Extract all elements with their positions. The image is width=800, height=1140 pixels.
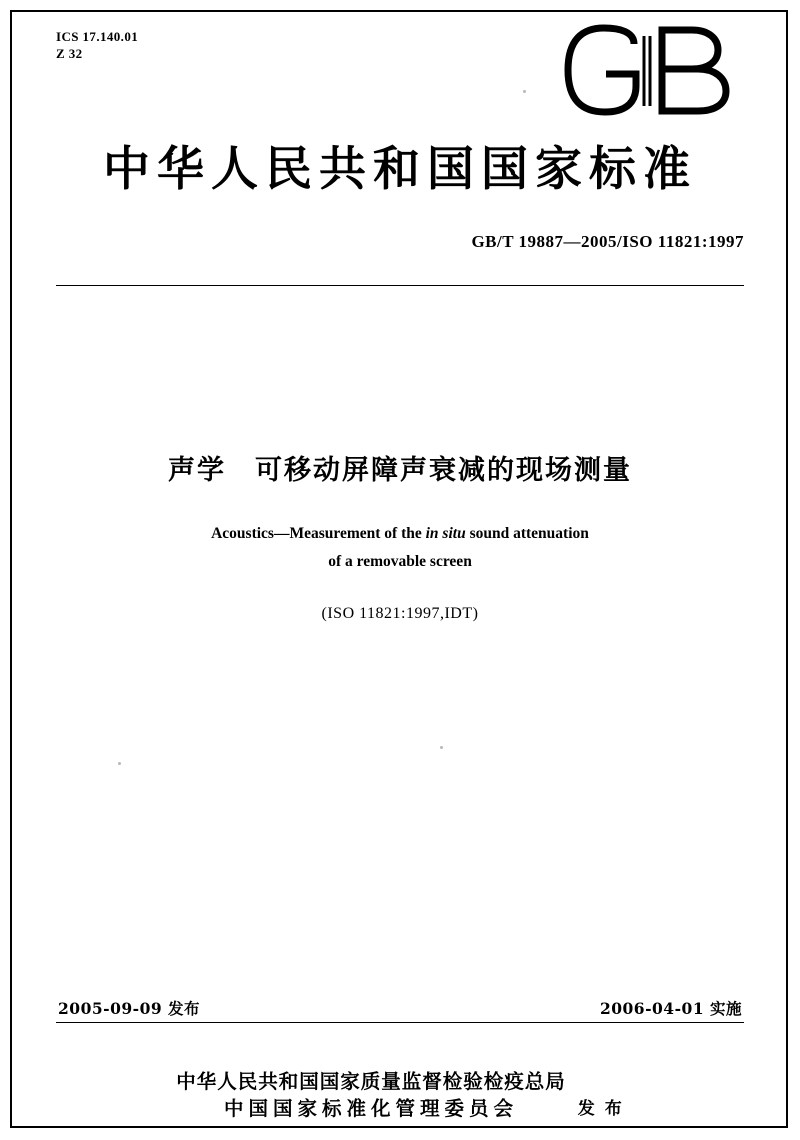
- english-title-post: sound attenuation: [465, 525, 589, 542]
- scan-speck: [523, 90, 526, 93]
- english-title-line-1: [120, 520, 680, 548]
- divider-top: [56, 285, 744, 286]
- issuer-row: [0, 1068, 800, 1122]
- document-title-english: [120, 520, 680, 576]
- classification-code: Z 32: [56, 46, 83, 61]
- effective-date: 2006-04-01 实施: [599, 999, 742, 1018]
- iso-equivalence-note: (ISO 11821:1997,IDT): [321, 605, 479, 622]
- issuer-names: [176, 1068, 566, 1122]
- ics-number: ICS 17.140.01: [56, 29, 139, 44]
- divider-bottom: [56, 1022, 744, 1023]
- scan-speck: [118, 762, 121, 765]
- scan-speck: [440, 746, 443, 749]
- standard-number: GB/T 19887—2005/ISO 11821:1997: [471, 232, 744, 251]
- issuer-line-1: 中华人民共和国国家质量监督检验检疫总局: [176, 1070, 566, 1093]
- ics-classification-block: [56, 28, 138, 62]
- english-title-pre: Acoustics—Measurement of the: [211, 525, 426, 542]
- publish-label: 发 布: [577, 1099, 624, 1119]
- gb-logo: [558, 22, 748, 118]
- english-title-line-2: of a removable screen: [328, 553, 472, 570]
- document-title-chinese: 声学 可移动屏障声衰减的现场测量: [168, 455, 632, 486]
- english-title-italic: in situ: [425, 525, 466, 542]
- issue-date: 2005-09-09 发布: [58, 999, 201, 1018]
- issuer-block: [0, 1068, 800, 1122]
- issuer-line-2: 中国国家标准化管理委员会: [224, 1097, 519, 1120]
- page-title: 中华人民共和国国家标准: [103, 142, 697, 197]
